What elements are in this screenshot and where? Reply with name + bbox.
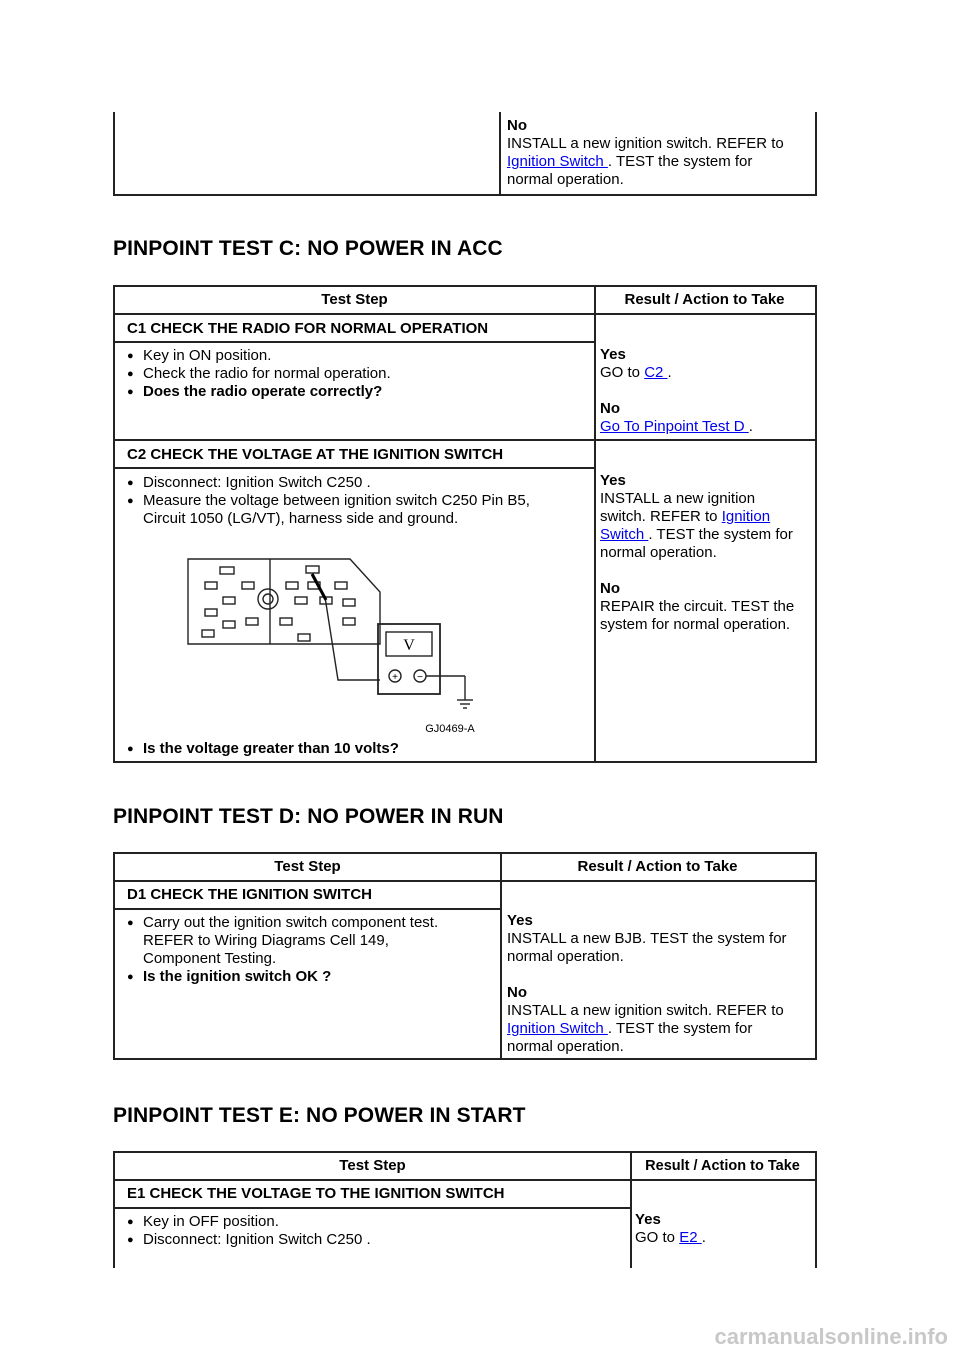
test-c-table	[113, 285, 817, 763]
list-item: ● Does the radio operate correctly?	[115, 383, 585, 401]
c2-steps	[115, 474, 585, 528]
e1-steps	[115, 1213, 615, 1249]
c2-question	[115, 740, 585, 758]
test-e-table	[113, 1151, 817, 1268]
list-item: ● Disconnect: Ignition Switch C250 .	[115, 474, 585, 492]
test-e-col-result: Result / Action to Take	[630, 1153, 815, 1181]
list-item: ● Carry out the ignition switch component test. REFER to Wiring Diagrams Cell 149, Component Testing.	[115, 914, 495, 968]
meter-label: V	[403, 637, 415, 654]
c1-result: Yes GO to C2 . No Go To Pinpoint Test D .	[600, 346, 753, 435]
test-d-col-step: Test Step	[115, 854, 500, 882]
ignition-switch-link[interactable]: Ignition	[721, 508, 771, 525]
voltage-test-diagram	[180, 552, 510, 737]
test-d-col-result: Result / Action to Take	[500, 854, 815, 882]
pinpoint-test-d-link[interactable]: Go To Pinpoint Test D	[600, 418, 749, 435]
e1-result: Yes GO to E2 .	[635, 1211, 706, 1246]
list-item: ● Key in OFF position.	[115, 1213, 615, 1231]
test-c-col-result: Result / Action to Take	[594, 287, 815, 315]
svg-text:−: −	[417, 672, 423, 683]
top-fragment-table	[113, 112, 817, 196]
list-item: ● Is the voltage greater than 10 volts?	[115, 740, 585, 758]
e1-title: E1 CHECK THE VOLTAGE TO THE IGNITION SWITCH	[127, 1185, 505, 1202]
c2-link[interactable]: C2	[644, 364, 668, 381]
watermark: carmanualsonline.info	[714, 1324, 948, 1349]
test-e-col-step: Test Step	[115, 1153, 630, 1181]
no-label: No	[507, 117, 527, 134]
ignition-switch-link[interactable]: Ignition Switch	[507, 1020, 608, 1037]
list-item: ● Key in ON position.	[115, 347, 585, 365]
test-e-heading: PINPOINT TEST E: NO POWER IN START	[113, 1104, 526, 1127]
list-item: ● Is the ignition switch OK ?	[115, 968, 495, 986]
ignition-switch-link[interactable]: Switch	[600, 526, 649, 543]
c2-title: C2 CHECK THE VOLTAGE AT THE IGNITION SWITCH	[127, 446, 504, 463]
c1-title: C1 CHECK THE RADIO FOR NORMAL OPERATION	[127, 320, 489, 337]
list-item: ● Check the radio for normal operation.	[115, 365, 585, 383]
figure-label: GJ0469-A	[425, 723, 475, 735]
top-fragment-result: No INSTALL a new ignition switch. REFER to Ignition Switch . TEST the system for normal operation.	[507, 117, 812, 189]
svg-text:+: +	[392, 672, 398, 683]
test-d-heading: PINPOINT TEST D: NO POWER IN RUN	[113, 805, 504, 828]
test-c-col-step: Test Step	[115, 287, 594, 315]
list-item: ● Disconnect: Ignition Switch C250 .	[115, 1231, 615, 1249]
c2-result: Yes INSTALL a new ignition switch. REFER to Ignition Switch . TEST the system for normal operation. No REPAIR the circuit. TEST the system for normal operation.	[600, 472, 795, 633]
d1-title: D1 CHECK THE IGNITION SWITCH	[127, 886, 373, 903]
d1-result: Yes INSTALL a new BJB. TEST the system for normal operation. No INSTALL a new ignition switch. REFER to Ignition Switch . TEST the system for normal operation.	[507, 912, 787, 1055]
e2-link[interactable]: E2	[679, 1229, 702, 1246]
list-item: ● Measure the voltage between ignition switch C250 Pin B5, Circuit 1050 (LG/VT), harness side and ground.	[115, 492, 585, 528]
d1-steps	[115, 914, 495, 986]
test-d-table	[113, 852, 817, 1060]
test-c-heading: PINPOINT TEST C: NO POWER IN ACC	[113, 237, 503, 260]
ignition-switch-link[interactable]: Ignition Switch	[507, 153, 608, 170]
c1-steps	[115, 347, 585, 401]
